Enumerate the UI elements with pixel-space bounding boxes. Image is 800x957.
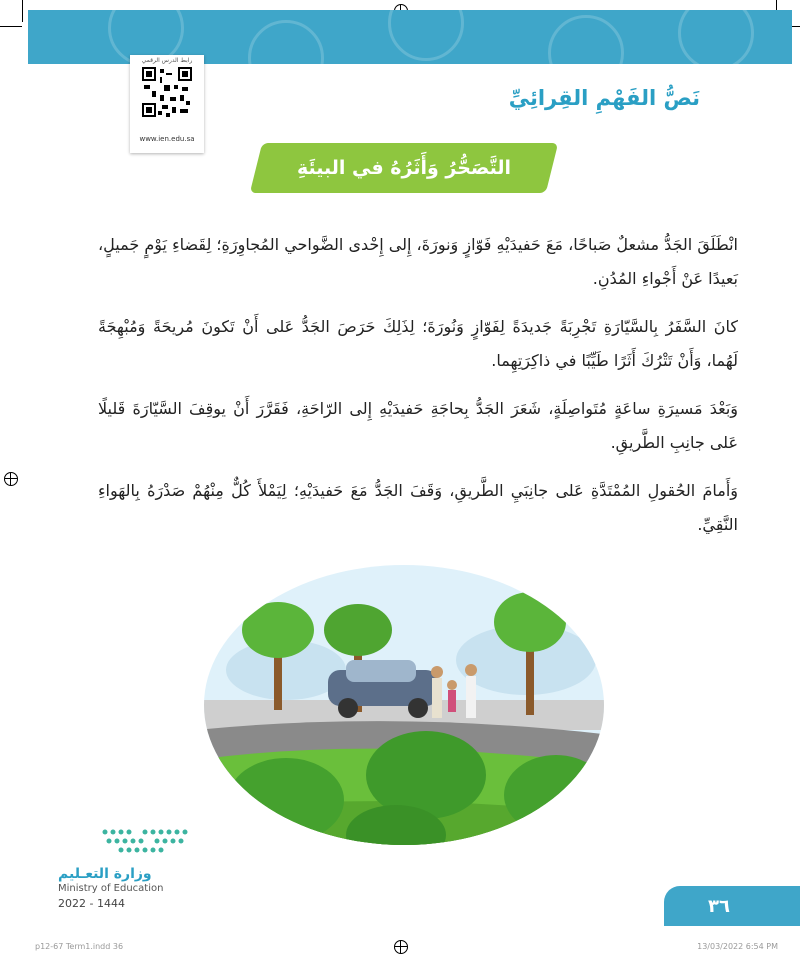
story-paragraph-1: انْطَلَقَ الجَدُّ مشعلٌ صَباحًا، مَعَ حَفيدَيْهِ فَوّازٍ وَنورَةَ، إِلى إِحْدى الضَّواحي المُجاوِرَةِ؛ لِقَضاءِ يَوْمٍ جَميلٍ، بَعيدًا عَنْ أَجْواءِ المُدُنِ. — [98, 235, 738, 288]
print-slug-date: 13/03/2022 6:54 PM — [697, 942, 778, 951]
story-paragraph-4: وَأَمامَ الحُقولِ المُمْتَدَّةِ عَلى جانِبَيِ الطَّريقِ، وَقَفَ الجَدُّ مَعَ حَفيدَيْهِ؛ لِيَمْلأَ كُلٌّ مِنْهُمْ صَدْرَهُ بِالهَواءِ النَّقِيِّ. — [98, 481, 738, 534]
qr-caption: رابط الدرس الرقمي — [141, 57, 193, 64]
section-title: نَصُّ الفَهْمِ القِرائِيِّ — [508, 86, 700, 110]
lesson-title: التَّصَحُّرُ وَأَثَرُهُ في البيئَةِ — [296, 157, 512, 179]
ministry-name-english: Ministry of Education — [58, 883, 164, 894]
qr-code-icon — [142, 67, 192, 117]
story-paragraph-2: كانَ السَّفَرُ بِالسَّيّارَةِ تَجْرِبَةً جَديدَةً لِفَوّازٍ وَنُورَةَ؛ لِذَلِكَ حَرَصَ الجَدُّ عَلى أَنْ تَكونَ مُريحَةً وَمُبْهِجَةً لَهُما، وَأَنْ تَتْرُكَ أَثَرًا طَيِّبًا في ذاكِرَتِهِما. — [98, 317, 738, 370]
crop-mark — [0, 26, 22, 27]
page-number: ٣٦ — [708, 895, 730, 917]
roadside-trees-illustration — [196, 560, 612, 860]
print-slug-file: p12-67 Term1.indd 36 — [35, 942, 124, 951]
registration-mark-icon — [394, 940, 408, 954]
qr-url[interactable]: www.ien.edu.sa — [139, 135, 195, 143]
registration-mark-icon — [4, 472, 18, 486]
ministry-name-arabic: وزارة التعـليم — [58, 866, 152, 882]
qr-card[interactable] — [130, 55, 204, 153]
crop-mark — [22, 0, 23, 22]
ministry-logo-icon — [100, 826, 190, 858]
academic-year: 2022 - 1444 — [58, 897, 125, 910]
story-paragraph-3: وَبَعْدَ مَسيرَةِ ساعَةٍ مُتَواصِلَةٍ، شَعَرَ الجَدُّ بِحاجَةِ حَفيدَيْهِ إِلى الرّاحَةِ، فَقَرَّرَ أَنْ يوقِفَ السَّيّارَةَ قَليلًا عَلى جانِبِ الطَّريقِ. — [98, 399, 738, 452]
